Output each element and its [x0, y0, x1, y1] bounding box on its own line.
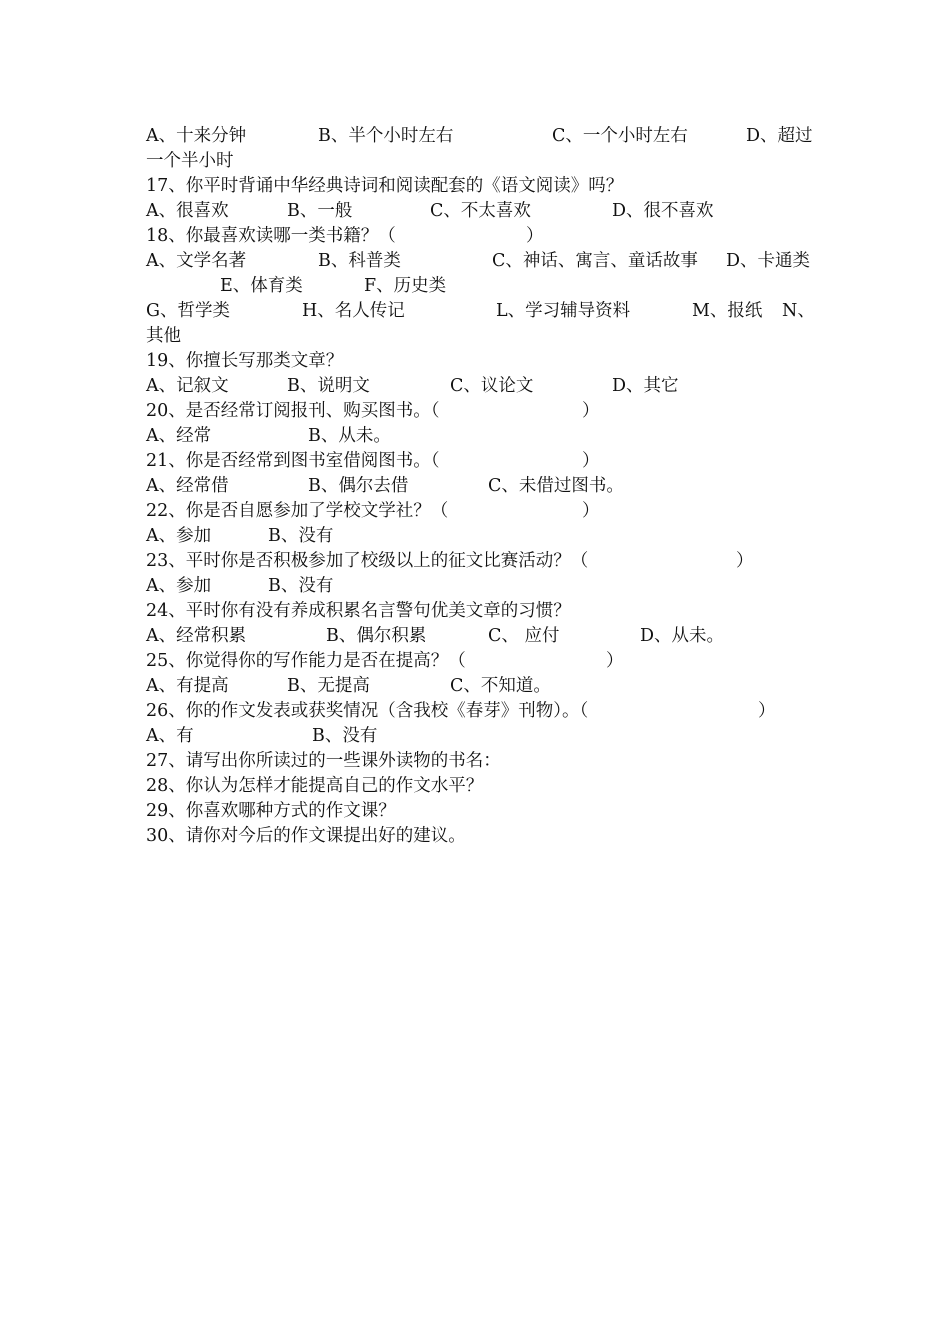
q16-option-d: D、超过 — [746, 126, 813, 146]
q23-option-a: A、参加 — [146, 576, 212, 596]
q20-option-b: B、从未。 — [308, 426, 391, 446]
q18-option-f: F、历史类 — [364, 276, 447, 296]
q18-option-m: M、报纸 — [692, 301, 763, 321]
q26-option-b: B、没有 — [312, 726, 378, 746]
q25-question: 25、你觉得你的写作能力是否在提高？（ — [146, 651, 466, 671]
q17-option-c: C、不太喜欢 — [430, 201, 531, 221]
q22-answer-close: ） — [582, 501, 600, 521]
q28-question: 28、你认为怎样才能提高自己的作文水平？ — [146, 776, 484, 796]
q21-option-c: C、未借过图书。 — [488, 476, 624, 496]
q22-question: 22、你是否自愿参加了学校文学社？（ — [146, 501, 449, 521]
q25-option-b: B、无提高 — [287, 676, 370, 696]
q24-question: 24、平时你有没有养成积累名言警句优美文章的习惯？ — [146, 601, 571, 621]
q18-option-n-continued: 其他 — [146, 326, 181, 346]
q18-option-g: G、哲学类 — [146, 301, 230, 321]
q23-option-b: B、没有 — [268, 576, 334, 596]
q17-option-b: B、一般 — [287, 201, 353, 221]
q18-option-n: N、 — [782, 301, 815, 321]
q17-option-a: A、很喜欢 — [146, 201, 229, 221]
q24-option-c: C、 应付 — [488, 626, 560, 646]
q20-answer-close: ） — [582, 401, 600, 421]
q23-question: 23、平时你是否积极参加了校级以上的征文比赛活动？（ — [146, 551, 589, 571]
q19-option-a: A、记叙文 — [146, 376, 229, 396]
q24-option-b: B、偶尔积累 — [326, 626, 427, 646]
q21-question: 21、你是否经常到图书室借阅图书。（ — [146, 451, 440, 471]
q27-question: 27、请写出你所读过的一些课外读物的书名： — [146, 751, 501, 771]
q26-answer-close: ） — [758, 701, 776, 721]
q19-question: 19、你擅长写那类文章？ — [146, 351, 344, 371]
q25-option-c: C、不知道。 — [450, 676, 551, 696]
q29-question: 29、你喜欢哪种方式的作文课？ — [146, 801, 396, 821]
q24-option-d: D、从未。 — [640, 626, 725, 646]
q18-option-b: B、科普类 — [318, 251, 401, 271]
q22-option-b: B、没有 — [268, 526, 334, 546]
q17-question: 17、你平时背诵中华经典诗词和阅读配套的《语文阅读》吗？ — [146, 176, 624, 196]
q24-option-a: A、经常积累 — [146, 626, 247, 646]
q23-answer-close: ） — [736, 551, 754, 571]
q30-question: 30、请你对今后的作文课提出好的建议。 — [146, 826, 466, 846]
q16-option-d-continued: 一个半小时 — [146, 151, 234, 171]
q18-option-h: H、名人传记 — [302, 301, 405, 321]
q26-question: 26、你的作文发表或获奖情况（含我校《春芽》刊物）。（ — [146, 701, 589, 721]
q21-answer-close: ） — [582, 451, 600, 471]
q18-question: 18、你最喜欢读哪一类书籍？（ — [146, 226, 396, 246]
q25-answer-close: ） — [606, 651, 624, 671]
q19-option-b: B、说明文 — [287, 376, 370, 396]
q20-question: 20、是否经常订阅报刊、购买图书。（ — [146, 401, 440, 421]
q21-option-b: B、偶尔去借 — [308, 476, 409, 496]
q17-option-d: D、很不喜欢 — [612, 201, 714, 221]
q16-option-a: A、十来分钟 — [146, 126, 247, 146]
q18-option-e: E、体育类 — [220, 276, 303, 296]
q18-option-c: C、神话、寓言、童话故事 — [492, 251, 698, 271]
q25-option-a: A、有提高 — [146, 676, 229, 696]
q18-answer-close: ） — [526, 226, 544, 246]
q19-option-c: C、议论文 — [450, 376, 534, 396]
q20-option-a: A、经常 — [146, 426, 212, 446]
q18-option-d: D、卡通类 — [726, 251, 811, 271]
q26-option-a: A、有 — [146, 726, 194, 746]
q22-option-a: A、参加 — [146, 526, 212, 546]
q21-option-a: A、经常借 — [146, 476, 229, 496]
q16-option-c: C、一个小时左右 — [552, 126, 688, 146]
q18-option-l: L、学习辅导资料 — [496, 301, 631, 321]
q19-option-d: D、其它 — [612, 376, 679, 396]
q16-option-b: B、半个小时左右 — [318, 126, 454, 146]
q18-option-a: A、文学名著 — [146, 251, 247, 271]
